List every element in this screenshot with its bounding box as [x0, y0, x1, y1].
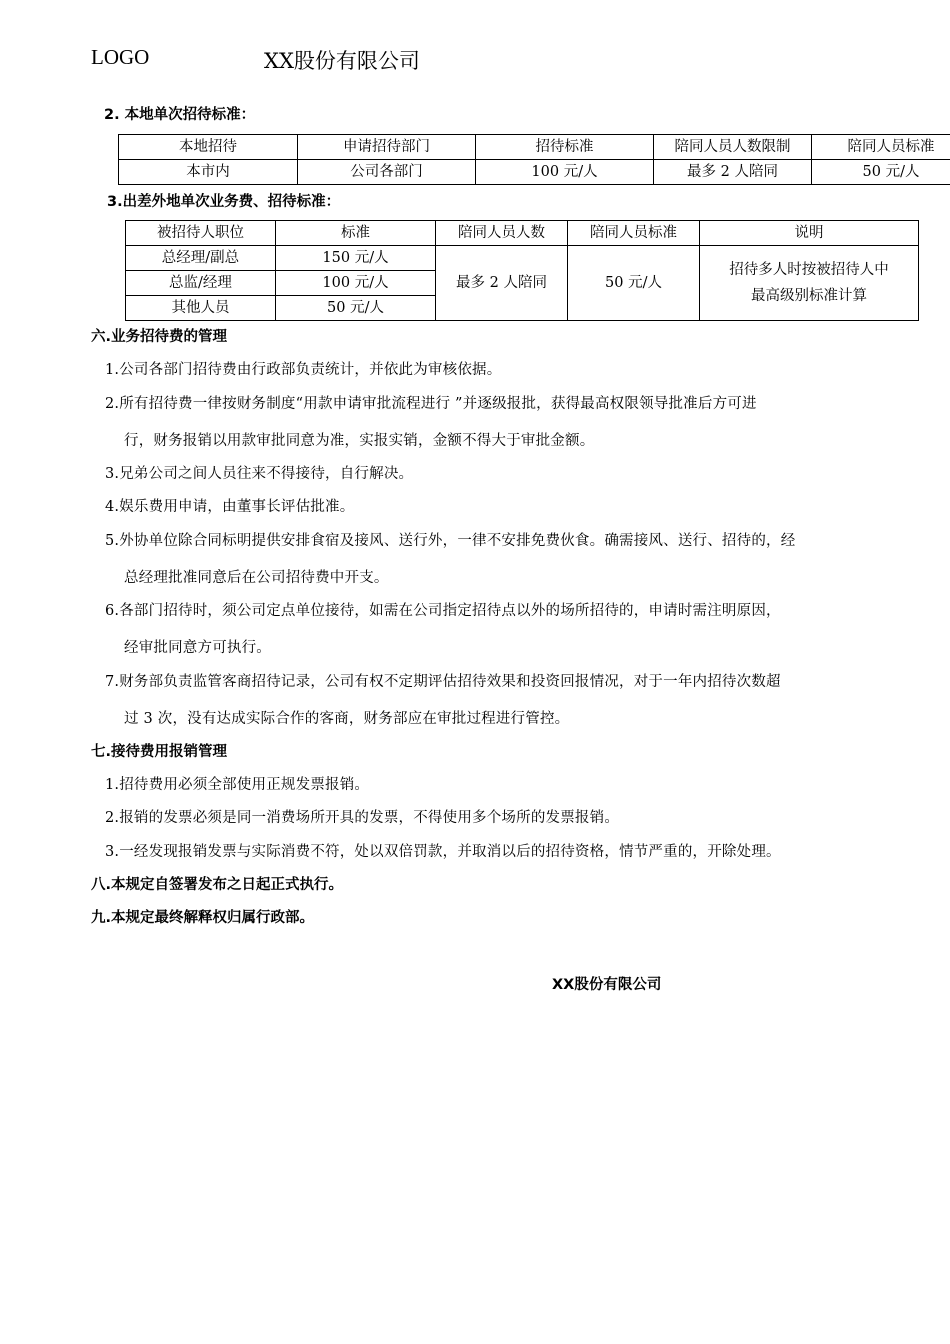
table-header: 标准 [276, 221, 436, 246]
table-cell: 最多 2 人陪同 [654, 160, 812, 185]
company-title: XX股份有限公司 [264, 49, 420, 73]
table-cell: 最多 2 人陪同 [436, 246, 568, 321]
table-header: 陪同人员标准 [568, 221, 700, 246]
list-item: 5.外协单位除合同标明提供安排食宿及接风、送行外，一律不安排免费伙食。确需接风、送行、招待的，经 [105, 533, 796, 549]
table-header: 招待标准 [476, 135, 654, 160]
table-header: 陪同人员标准 [812, 135, 950, 160]
note-line: 招待多人时按被招待人中 [729, 262, 889, 278]
table-cell: 100 元/人 [476, 160, 654, 185]
list-item: 6.各部门招待时，须公司定点单位接待，如需在公司指定招待点以外的场所招待的，申请时需注明原因， [105, 603, 781, 619]
table-header: 陪同人员人数限制 [654, 135, 812, 160]
table-header: 申请招待部门 [298, 135, 476, 160]
table-cell: 本市内 [119, 160, 298, 185]
list-item: 过 3 次，没有达成实际合作的客商，财务部应在审批过程进行管控。 [124, 711, 570, 727]
logo: LOGO [91, 45, 150, 69]
table-header: 说明 [700, 221, 919, 246]
list-item: 总经理批准同意后在公司招待费中开支。 [124, 570, 389, 586]
list-item: 1.公司各部门招待费由行政部负责统计，并依此为审核依据。 [105, 362, 502, 378]
table-cell: 50 元/人 [568, 246, 700, 321]
list-item: 7.财务部负责监管客商招待记录，公司有权不定期评估招待效果和投资回报情况，对于一年内招待次数超 [105, 674, 781, 690]
local-standard-table [118, 134, 950, 185]
table-row [126, 221, 919, 246]
table-header: 被招待人职位 [126, 221, 276, 246]
travel-standard-heading: 3.出差外地单次业务费、招待标准： [107, 194, 341, 210]
list-item: 3.一经发现报销发票与实际消费不符，处以双倍罚款，并取消以后的招待资格，情节严重的，开除处理。 [105, 844, 781, 860]
table-cell: 其他人员 [126, 296, 276, 321]
table-cell: 50 元/人 [276, 296, 436, 321]
section9-heading: 九.本规定最终解释权归属行政部。 [91, 910, 315, 926]
section7-heading: 七.接待费用报销管理 [91, 744, 228, 760]
table-header: 本地招待 [119, 135, 298, 160]
travel-standard-table [125, 220, 919, 321]
list-item: 3.兄弟公司之间人员往来不得接待，自行解决。 [105, 466, 414, 482]
table-cell: 100 元/人 [276, 271, 436, 296]
list-item: 经审批同意方可执行。 [124, 640, 271, 656]
list-item: 2.所有招待费一律按财务制度“用款申请审批流程进行 ”并逐级报批，获得最高权限领导批准后方可进 [105, 396, 757, 412]
table-row [119, 135, 950, 160]
table-cell: 总监/经理 [126, 271, 276, 296]
section8-heading: 八.本规定自签署发布之日起正式执行。 [91, 877, 344, 893]
table-cell: 公司各部门 [298, 160, 476, 185]
signature-company: XX股份有限公司 [552, 977, 662, 993]
list-item: 1.招待费用必须全部使用正规发票报销。 [105, 777, 370, 793]
local-standard-heading: 2. 本地单次招待标准： [104, 107, 256, 123]
list-item: 4.娱乐费用申请，由董事长评估批准。 [105, 499, 355, 515]
table-row [119, 160, 950, 185]
table-row [126, 246, 919, 271]
note-line: 最高级别标准计算 [751, 288, 867, 304]
section6-heading: 六.业务招待费的管理 [91, 329, 228, 345]
table-cell: 150 元/人 [276, 246, 436, 271]
table-header: 陪同人员人数 [436, 221, 568, 246]
list-item: 2.报销的发票必须是同一消费场所开具的发票，不得使用多个场所的发票报销。 [105, 810, 620, 826]
list-item: 行，财务报销以用款审批同意为准，实报实销，金额不得大于审批金额。 [124, 433, 595, 449]
table-cell: 50 元/人 [812, 160, 950, 185]
table-cell: 总经理/副总 [126, 246, 276, 271]
table-cell-note [700, 246, 919, 321]
